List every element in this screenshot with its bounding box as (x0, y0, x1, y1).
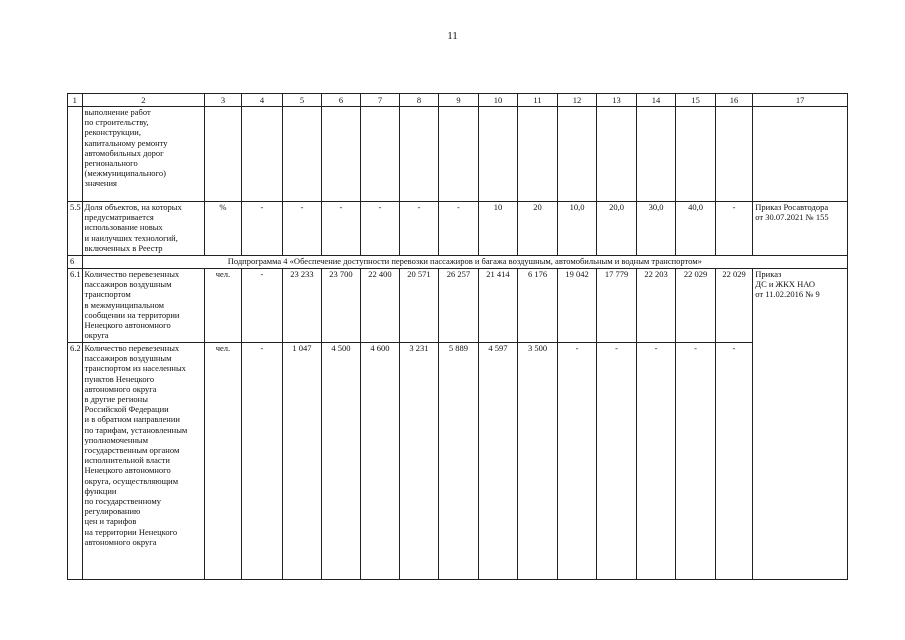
column-header: 3 (205, 94, 241, 107)
value-cell (478, 107, 518, 202)
value-cell: - (597, 343, 637, 580)
unit-cell: чел. (205, 269, 241, 343)
unit-cell: чел. (205, 343, 241, 580)
value-cell: 10,0 (557, 202, 597, 256)
value-cell: 4 600 (361, 343, 399, 580)
value-cell: 10 (478, 202, 518, 256)
value-cell: 22 029 (715, 269, 752, 343)
value-cell: 21 414 (478, 269, 518, 343)
column-header: 12 (557, 94, 597, 107)
value-cell: - (241, 202, 283, 256)
value-cell: 3 231 (399, 343, 439, 580)
value-cell: 22 203 (636, 269, 676, 343)
value-cell: 3 500 (518, 343, 558, 580)
column-header: 2 (82, 94, 205, 107)
source-document: Приказ Росавтодора от 30.07.2021 № 155 (753, 202, 848, 256)
column-header: 5 (283, 94, 321, 107)
value-cell: 20 (518, 202, 558, 256)
unit-cell: % (205, 202, 241, 256)
value-cell: - (361, 202, 399, 256)
source-document (753, 107, 848, 202)
value-cell: 4 597 (478, 343, 518, 580)
table-row (68, 107, 848, 202)
value-cell (597, 107, 637, 202)
row-number: 6 (68, 256, 83, 269)
value-cell (636, 107, 676, 202)
value-cell: - (439, 202, 479, 256)
table-row (68, 256, 848, 269)
column-header: 10 (478, 94, 518, 107)
table-row (68, 202, 848, 256)
value-cell: 26 257 (439, 269, 479, 343)
indicator-name: Количество перевезенных пассажиров воздушным транспортом в межмуниципальном сообщении на территории Ненецкого автономного округа (82, 269, 205, 343)
column-header: 11 (518, 94, 558, 107)
value-cell: - (241, 343, 283, 580)
value-cell (361, 107, 399, 202)
source-document: Приказ ДС и ЖКХ НАО от 11.02.2016 № 9 (753, 269, 848, 580)
row-number: 5.5 (68, 202, 83, 256)
value-cell: 5 889 (439, 343, 479, 580)
column-header: 4 (241, 94, 283, 107)
indicator-name: Доля объектов, на которых предусматривается использование новых и наилучших технологий, включенных в Реестр (82, 202, 205, 256)
column-header: 9 (439, 94, 479, 107)
row-number: 6.1 (68, 269, 83, 343)
row-number: 6.2 (68, 343, 83, 580)
indicator-name: Количество перевезенных пассажиров воздушным транспортом из населенных пунктов Ненецкого автономного округа в другие регионы Российской Федерации и в обратном направлении по тарифам, установленным уполномоченным государственным органом исполнительной власти Ненецкого автономного округа, осуществляющим функции по государственному регулированию цен и тарифов на территории Ненецкого автономного округа (82, 343, 205, 580)
value-cell: 20 571 (399, 269, 439, 343)
column-header: 13 (597, 94, 637, 107)
value-cell (715, 107, 752, 202)
value-cell: 19 042 (557, 269, 597, 343)
value-cell (518, 107, 558, 202)
value-cell: 40,0 (676, 202, 716, 256)
value-cell: 17 779 (597, 269, 637, 343)
value-cell: - (676, 343, 716, 580)
column-header: 6 (321, 94, 361, 107)
value-cell (321, 107, 361, 202)
subprogram-title: Подпрограмма 4 «Обеспечение доступности перевозки пассажиров и багажа воздушным, автомобильным и водным транспортом» (82, 256, 847, 269)
value-cell: - (636, 343, 676, 580)
value-cell: - (715, 202, 752, 256)
column-header: 15 (676, 94, 716, 107)
value-cell: 23 233 (283, 269, 321, 343)
indicator-name: выполнение работ по строительству, реконструкции, капитальному ремонту автомобильных дорог регионального (межмуниципального) значения (82, 107, 205, 202)
value-cell: 30,0 (636, 202, 676, 256)
value-cell: 4 500 (321, 343, 361, 580)
value-cell: - (321, 202, 361, 256)
value-cell: - (241, 269, 283, 343)
column-header: 8 (399, 94, 439, 107)
value-cell (676, 107, 716, 202)
column-header: 14 (636, 94, 676, 107)
value-cell: 20,0 (597, 202, 637, 256)
value-cell: - (399, 202, 439, 256)
page-number: 11 (447, 30, 458, 42)
value-cell: - (283, 202, 321, 256)
value-cell: - (715, 343, 752, 580)
column-header: 7 (361, 94, 399, 107)
indicator-table (67, 93, 848, 580)
value-cell: 1 047 (283, 343, 321, 580)
value-cell (399, 107, 439, 202)
value-cell: 22 400 (361, 269, 399, 343)
value-cell: 6 176 (518, 269, 558, 343)
value-cell: 23 700 (321, 269, 361, 343)
column-header: 16 (715, 94, 752, 107)
table-row (68, 269, 848, 343)
table-header-row (68, 94, 848, 107)
value-cell: - (557, 343, 597, 580)
column-header: 1 (68, 94, 83, 107)
value-cell (439, 107, 479, 202)
value-cell (283, 107, 321, 202)
table-row (68, 343, 848, 580)
row-number (68, 107, 83, 202)
value-cell (241, 107, 283, 202)
column-header: 17 (753, 94, 848, 107)
value-cell (557, 107, 597, 202)
value-cell: 22 029 (676, 269, 716, 343)
unit-cell (205, 107, 241, 202)
